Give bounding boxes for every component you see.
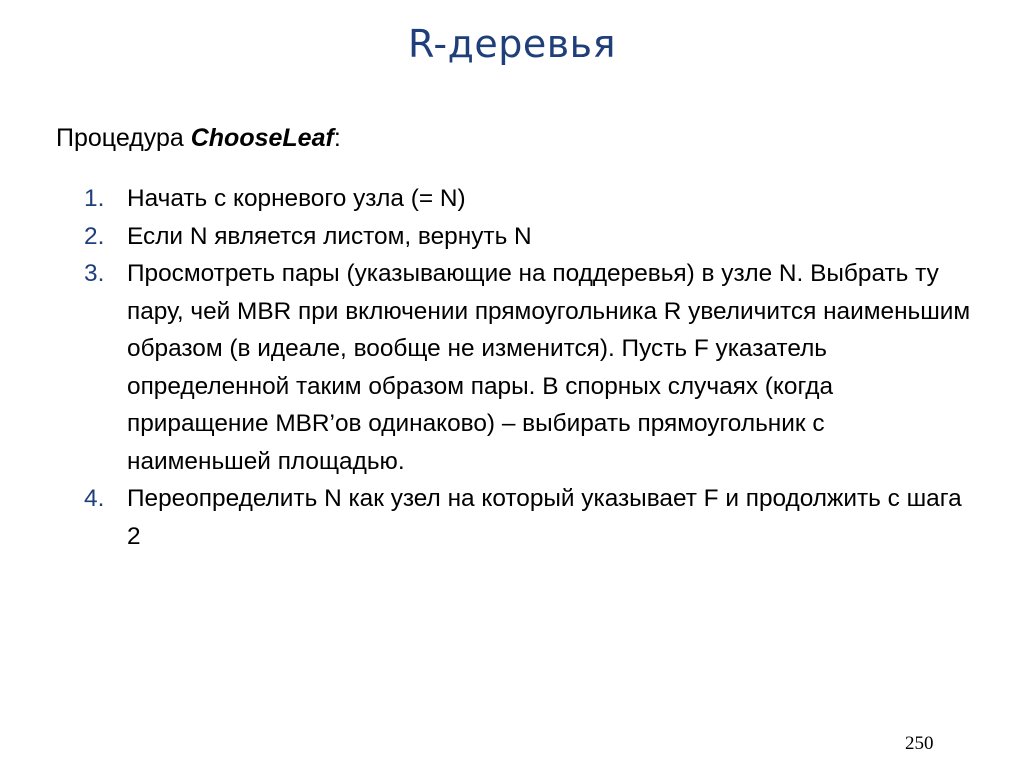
step-text: Просмотреть пары (указывающие на поддеревья) в узле N. Выбрать ту пару, чей MBR при включении прямоугольника R увеличится наименьшим образом (в идеале, вообще не изменится). Пусть F указатель определенной таким образом пары. В спорных случаях (когда приращение MBR’ов одинаково) – выбирать прямоугольник с наименьшей площадью. — [127, 260, 971, 475]
intro-prefix: Процедура — [56, 124, 191, 152]
step-number: 3. — [84, 260, 105, 287]
slide-title: R-деревья — [408, 22, 616, 66]
step-item-3 — [84, 255, 974, 480]
step-number: 2. — [84, 222, 105, 250]
step-item-2 — [84, 218, 974, 256]
step-text: Начать с корневого узла (= N) — [127, 185, 466, 212]
step-text: Переопределить N как узел на который указывает F и продолжить с шага 2 — [127, 485, 962, 550]
step-item-1 — [84, 180, 974, 218]
steps-list — [84, 180, 974, 555]
step-item-4 — [84, 480, 974, 555]
procedure-name: ChooseLeaf — [190, 124, 334, 152]
page-number: 250 — [905, 733, 934, 754]
intro-suffix: : — [333, 124, 341, 152]
step-number: 4. — [84, 485, 105, 512]
procedure-intro — [56, 124, 341, 153]
step-number: 1. — [84, 185, 105, 212]
step-text: Если N является листом, вернуть N — [127, 222, 532, 250]
